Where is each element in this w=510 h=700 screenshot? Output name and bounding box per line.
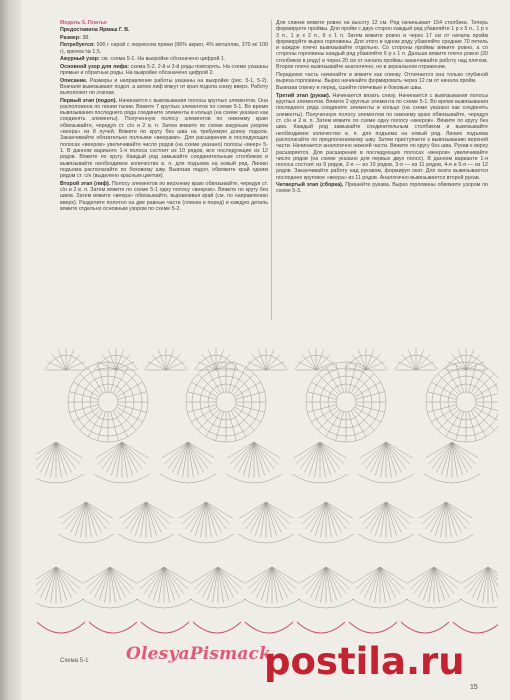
- fan-ray: [56, 567, 76, 594]
- seams-text: Вывязав спинку и перед, сшейте плечевые и боковые швы.: [276, 85, 423, 92]
- fan-ray: [234, 442, 254, 469]
- fan-ray: [218, 567, 238, 594]
- fan-ray: [86, 502, 106, 529]
- fan-ray: [36, 567, 56, 594]
- fan-ray: [272, 567, 292, 594]
- page-number: 15: [470, 684, 478, 691]
- fan-ray: [146, 502, 166, 529]
- model-title: Модель 5. Платье: [60, 20, 107, 26]
- materials-label: Потребуется:: [60, 42, 95, 49]
- yoke-pattern-label: Основной узор для лифа:: [60, 63, 129, 70]
- fan-ray: [366, 442, 386, 469]
- edging-scallop: [401, 622, 449, 633]
- motif-spoke: [476, 405, 498, 413]
- description-value: Размеры и направление работы указаны на выкройке (рис. 5-1, 5-2). Вначале вывязывают подол, а затем лиф вяжут от края подола снизу вверх. Работу выполняют по этапам.: [60, 77, 268, 97]
- front-piece-text: Переднюю часть начинайте и вяжите как спинку. Отличается она только глубиной выреза горловины. Вырез начинайте формировать через 12 см от начала пройм.: [276, 71, 488, 84]
- fan-ray: [414, 567, 434, 594]
- motif-ring: [216, 392, 236, 412]
- edging-scallop: [297, 622, 345, 633]
- fan-ray: [186, 502, 206, 529]
- fan-ray: [102, 442, 122, 469]
- fan-ray: [306, 567, 326, 594]
- fan-ray: [432, 442, 452, 469]
- author-line: Предоставила Ярмаш Г. В.: [60, 27, 130, 34]
- back-piece-text: Для спинки вяжите ровно на высоту 12 см. Ряд начинывает 154 столбика. Теперь формируете проймы. Для пройм с двух сторон каждый ряд убавляйте 1 р х 5 п., 1 р х 3 п., 1 р х 2 п., 6 х 1 п. Затем вяжите ровно и через 17 см от начала пройм формируйте вырез горловины. Для этого в одном ряду убавляйте средние 70 петель и каждое плечо вывязывайте отдельно. Со стороны проймы вяжите ровно, а со стороны горловины каждый ряд убавляйте 6 р х 1 п. Дальше вяжите плечо ровно (20 столбиков в ряду) и через 20 см от начала проймы заканчивайте работу над плечом. Второе плечо вывязывайте аналогично, но в зеркальном отражении.: [276, 20, 488, 71]
- fan-ray: [366, 502, 386, 529]
- description-label: Описание.: [60, 77, 88, 84]
- fan-ray: [254, 442, 274, 469]
- stage2-value: Полосу элементов по верхнему краю обвязывайте, чередуя ст. с/н и 2 в. п. Затем вяжите по схеме 5-1 одну полосу «вееров». Вяжите по кругу без швов. Затем вяжите «веера» обвязывайте, выравнивая край (см. по направлению вверх). Разделите полотно на две равные части (спинка и перед) и каждую деталь вяжите отдельно основным узором по схеме 5-2.: [60, 180, 268, 212]
- edging-scallop: [193, 622, 241, 633]
- edging-scallop: [89, 622, 137, 633]
- fan-ray: [320, 442, 340, 469]
- fan-ray: [144, 567, 164, 594]
- fan-ray: [426, 502, 446, 529]
- edging-scallop: [349, 622, 397, 633]
- yoke-pattern-value: схема 5-2, 2-й и 3-й ряды повторять. На схеме указаны прямые и обратные ряды. На выкройке обозначено цифрой 2.: [60, 63, 268, 77]
- fan-ray: [306, 502, 326, 529]
- stage1-value: Начинается с вывязывания полосы круглых элементов. Она расположена по линии талии. Вяжите 7 круглых элементов по схеме 5-1. Во время вывязывания последнего ряда соедините элементы в кольцо (на схеме указано как соединять элементы). Полученную полосу элементов по нижнему краю обвязывайте, чередуя ст. с/н и 2 в. п. Затем вяжите по схеме ажурным узором «веера» из 8 лучей. Вяжите по кругу без шва на требуемую длину подола. Заканчивайте обязательно полными «веерами». Для расширения в последующих полосах «вееров» увеличивайте число рядов (на схеме указано) полосы «веер» 5-1. В данном варианте 1-я полоса состоит из 10 рядов, все последующие из 12 рядов. Вяжите по кругу. Каждый ряд замыкайте соединительным столбиком и вывязывайте необходимое количество в. п. для подъема на новый ряд. Линию подъема располагайте по боковому шву. Вывязав подол, обвяжите край одним рядом ст. с/н (выделено красным цветом).: [60, 97, 269, 180]
- fan-ray: [90, 567, 110, 594]
- fan-ray: [386, 442, 406, 469]
- fan-ray: [188, 442, 208, 469]
- postila-logo: postila.ru: [264, 640, 465, 683]
- fan-ray: [326, 567, 346, 594]
- size-label: Размер:: [60, 34, 81, 41]
- stage2-label: Второй этап (лиф).: [60, 180, 111, 187]
- fan-ray: [56, 442, 76, 469]
- lace-pattern-value: см. схема 5-1. На выкройке обозначено цифрой 1.: [101, 56, 226, 63]
- motif-ring: [98, 392, 118, 412]
- fan-ray: [468, 567, 488, 594]
- materials-value: 500 г серой с люрексом пряжи (96% акрил, 4% металлик, 370 м/ 100 г), крючок № 1,5.: [60, 42, 268, 55]
- fan-ray: [110, 567, 130, 594]
- motif-spoke: [476, 392, 498, 400]
- edging-scallop: [141, 622, 189, 633]
- stage4-value: Пришейте рукава. Вырез горловины обвяжите узором по схеме 5-3.: [276, 182, 488, 195]
- binding-gutter-shadow: [0, 0, 22, 700]
- stage3-value: Начинается вязать снизу. Начинается с вывязывания полосы круглых элементов. Вяжите 2 круглых элемента по схеме 5-1. Во время вывязывания последнего ряда соедините элементы в кольцо (на схеме указано как соединять элементы). Полученную полосу элементов по нижнему краю обвязывайте, чередуя ст. с/н и 2 в. п. Затем вяжите по схеме одну полосу «вееров». Вяжите по кругу без шва. Каждый ряд замыкайте соединительным столбиком и вывязывайте необходимое количество в. п. для подъема на новый ряд. Линию подъема располагайте по предполагаемому шву. Затем приступаете к вывязыванию верхней части. Начинается аналогично нижней части. Вяжите по кругу без шва. Рукав к верху расширяется. Для расширения в последующих полосах «вееров» увеличивайте число рядов (на схеме указано для первых двух полос). В данном варианте 1-я полоса состоит из 9 рядов, 2-я — из 10 рядов, 3-я — из 11 рядов, 4-я и 5-я — из 12 рядов. Заканчивайте работу над рукавом, формируя окат. Для оката вывязывается последнее круговое «веера» из 11 рядов. Аналогично вывязывается второй рукав.: [276, 92, 489, 181]
- edging-scallop: [453, 622, 498, 633]
- fan-ray: [252, 567, 272, 594]
- stage3-label: Третий этап (рукав).: [276, 92, 331, 99]
- crochet-chart-5-1: [36, 322, 498, 652]
- motif-ring: [336, 392, 356, 412]
- edging-scallop: [245, 622, 293, 633]
- fan-ray: [380, 567, 400, 594]
- lace-pattern-label: Ажурный узор:: [60, 56, 100, 63]
- fan-ray: [66, 502, 86, 529]
- instructions-left-column: [60, 20, 268, 213]
- fan-ray: [168, 442, 188, 469]
- size-value: 38.: [82, 34, 90, 41]
- fan-ray: [246, 502, 266, 529]
- stage1-label: Первый этап (подол).: [60, 97, 118, 104]
- column-divider: [271, 20, 272, 320]
- fan-ray: [198, 567, 218, 594]
- watermark-signature: OlesyaPismack: [126, 644, 272, 664]
- fan-ray: [452, 442, 472, 469]
- fan-ray: [386, 502, 406, 529]
- stage4-label: Четвертый этап (сборка).: [276, 182, 344, 189]
- fan-ray: [36, 442, 56, 469]
- fan-ray: [360, 567, 380, 594]
- fan-arc: [36, 474, 84, 483]
- fan-ray: [126, 502, 146, 529]
- fan-ray: [122, 442, 142, 469]
- fan-arc: [36, 599, 84, 608]
- schema-label: Схема 5-1: [60, 658, 89, 664]
- fan-ray: [446, 502, 466, 529]
- instructions-right-column: [276, 20, 488, 196]
- fan-ray: [300, 442, 320, 469]
- motif-ring: [456, 392, 476, 412]
- fan-ray: [206, 502, 226, 529]
- fan-ray: [266, 502, 286, 529]
- fan-arc: [460, 599, 498, 608]
- fan-ray: [434, 567, 454, 594]
- edging-scallop: [37, 622, 85, 633]
- fan-ray: [326, 502, 346, 529]
- fan-ray: [164, 567, 184, 594]
